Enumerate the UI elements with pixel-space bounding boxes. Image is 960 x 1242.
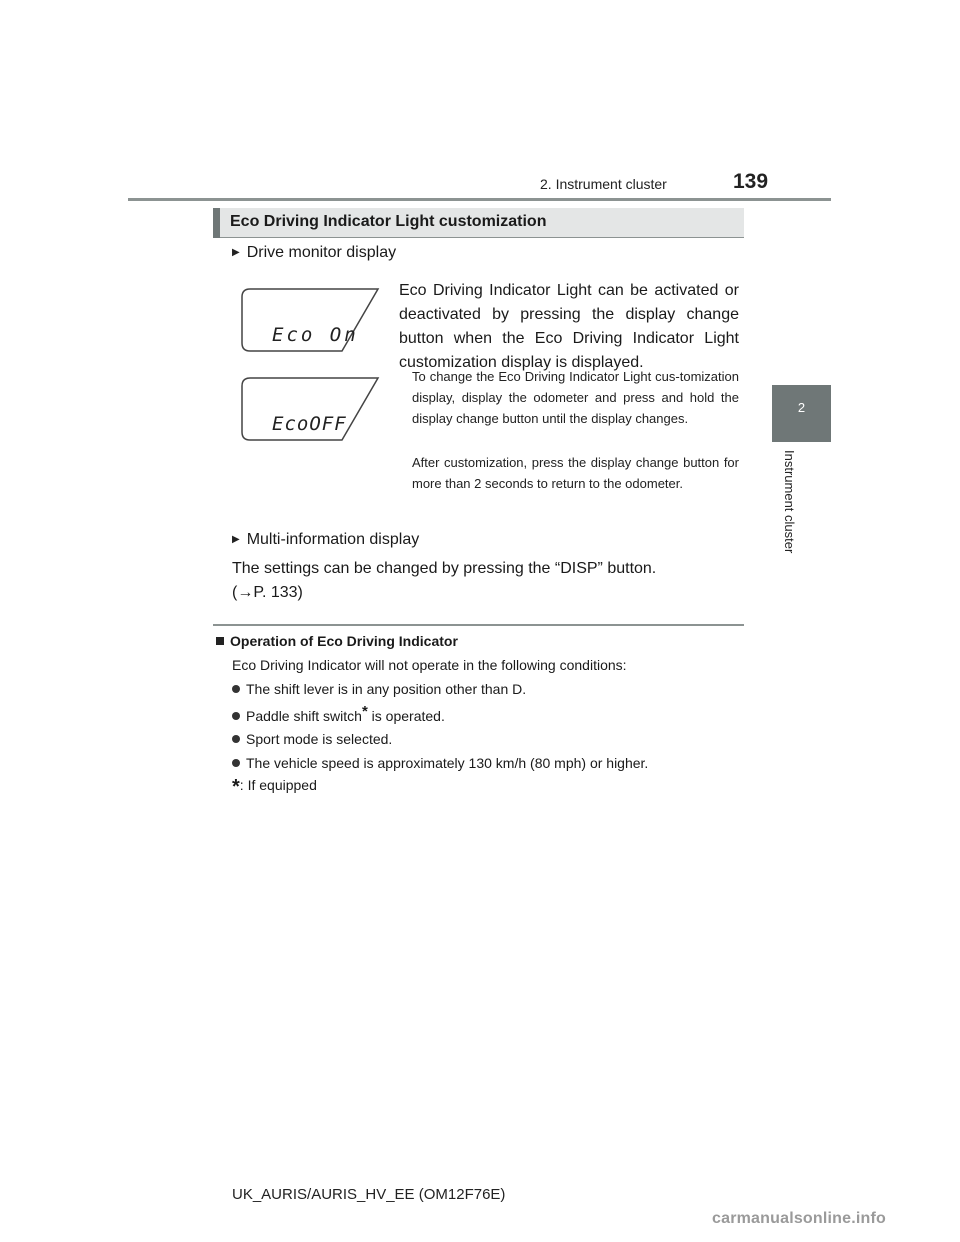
bullet-dot-icon (232, 759, 240, 767)
chapter-tab-label: Instrument cluster (782, 450, 797, 554)
lcd-eco-off-illustration (240, 374, 382, 446)
watermark: carmanualsonline.info (712, 1210, 887, 1227)
drive-monitor-note-2: After customization, press the display change button for more than 2 seconds to return to the odometer. (412, 455, 739, 491)
multi-info-label: Multi-information display (246, 531, 420, 548)
lcd-eco-on-illustration (240, 285, 382, 357)
header-section-title: 2. Instrument cluster (540, 176, 667, 192)
multi-info-reference: (→P. 133) (232, 584, 303, 601)
footnote: *: If equipped (232, 776, 317, 798)
document-code: UK_AURIS/AURIS_HV_EE (OM12F76E) (232, 1186, 506, 1203)
lcd-eco-on-text: Eco On (272, 324, 359, 346)
operation-title: Operation of Eco Driving Indicator (230, 633, 458, 649)
asterisk-marker: * (232, 776, 240, 798)
multi-info-heading (232, 531, 419, 549)
triangle-bullet-icon: ▶ (232, 534, 240, 545)
operation-divider (213, 624, 744, 626)
list-item: The shift lever is in any position other than D. (232, 681, 526, 697)
lcd-eco-off-text: EcoOFF (272, 413, 347, 435)
drive-monitor-heading (232, 244, 396, 262)
operation-intro: Eco Driving Indicator will not operate in the following conditions: (232, 657, 627, 673)
bullet-dot-icon (232, 712, 240, 720)
multi-info-text: The settings can be changed by pressing the “DISP” button. (232, 560, 657, 577)
triangle-bullet-icon: ▶ (232, 247, 240, 258)
asterisk-marker: * (361, 703, 368, 720)
drive-monitor-description: Eco Driving Indicator Light can be activated or deactivated by pressing the display change button when the Eco Driving Indicator Light customization display is displayed. (399, 282, 739, 371)
section-title: Eco Driving Indicator Light customization (230, 213, 547, 230)
drive-monitor-note-1: To change the Eco Driving Indicator Light cus-tomization display, display the odometer and press and hold the display change button until the display changes. (412, 369, 739, 426)
header-divider (128, 198, 831, 201)
section-title-accent (213, 208, 220, 238)
bullet-dot-icon (232, 735, 240, 743)
multi-info-text-block (232, 557, 656, 605)
list-item: Sport mode is selected. (232, 731, 392, 747)
list-item: The vehicle speed is approximately 130 km/h (80 mph) or higher. (232, 755, 648, 771)
chapter-tab-number: 2 (797, 400, 806, 415)
list-item: Paddle shift switch* is operated. (232, 703, 445, 724)
drive-monitor-label: Drive monitor display (246, 244, 397, 261)
operation-heading (216, 633, 458, 649)
page-number: 139 (733, 170, 769, 193)
square-bullet-icon (216, 637, 224, 645)
bullet-dot-icon (232, 685, 240, 693)
